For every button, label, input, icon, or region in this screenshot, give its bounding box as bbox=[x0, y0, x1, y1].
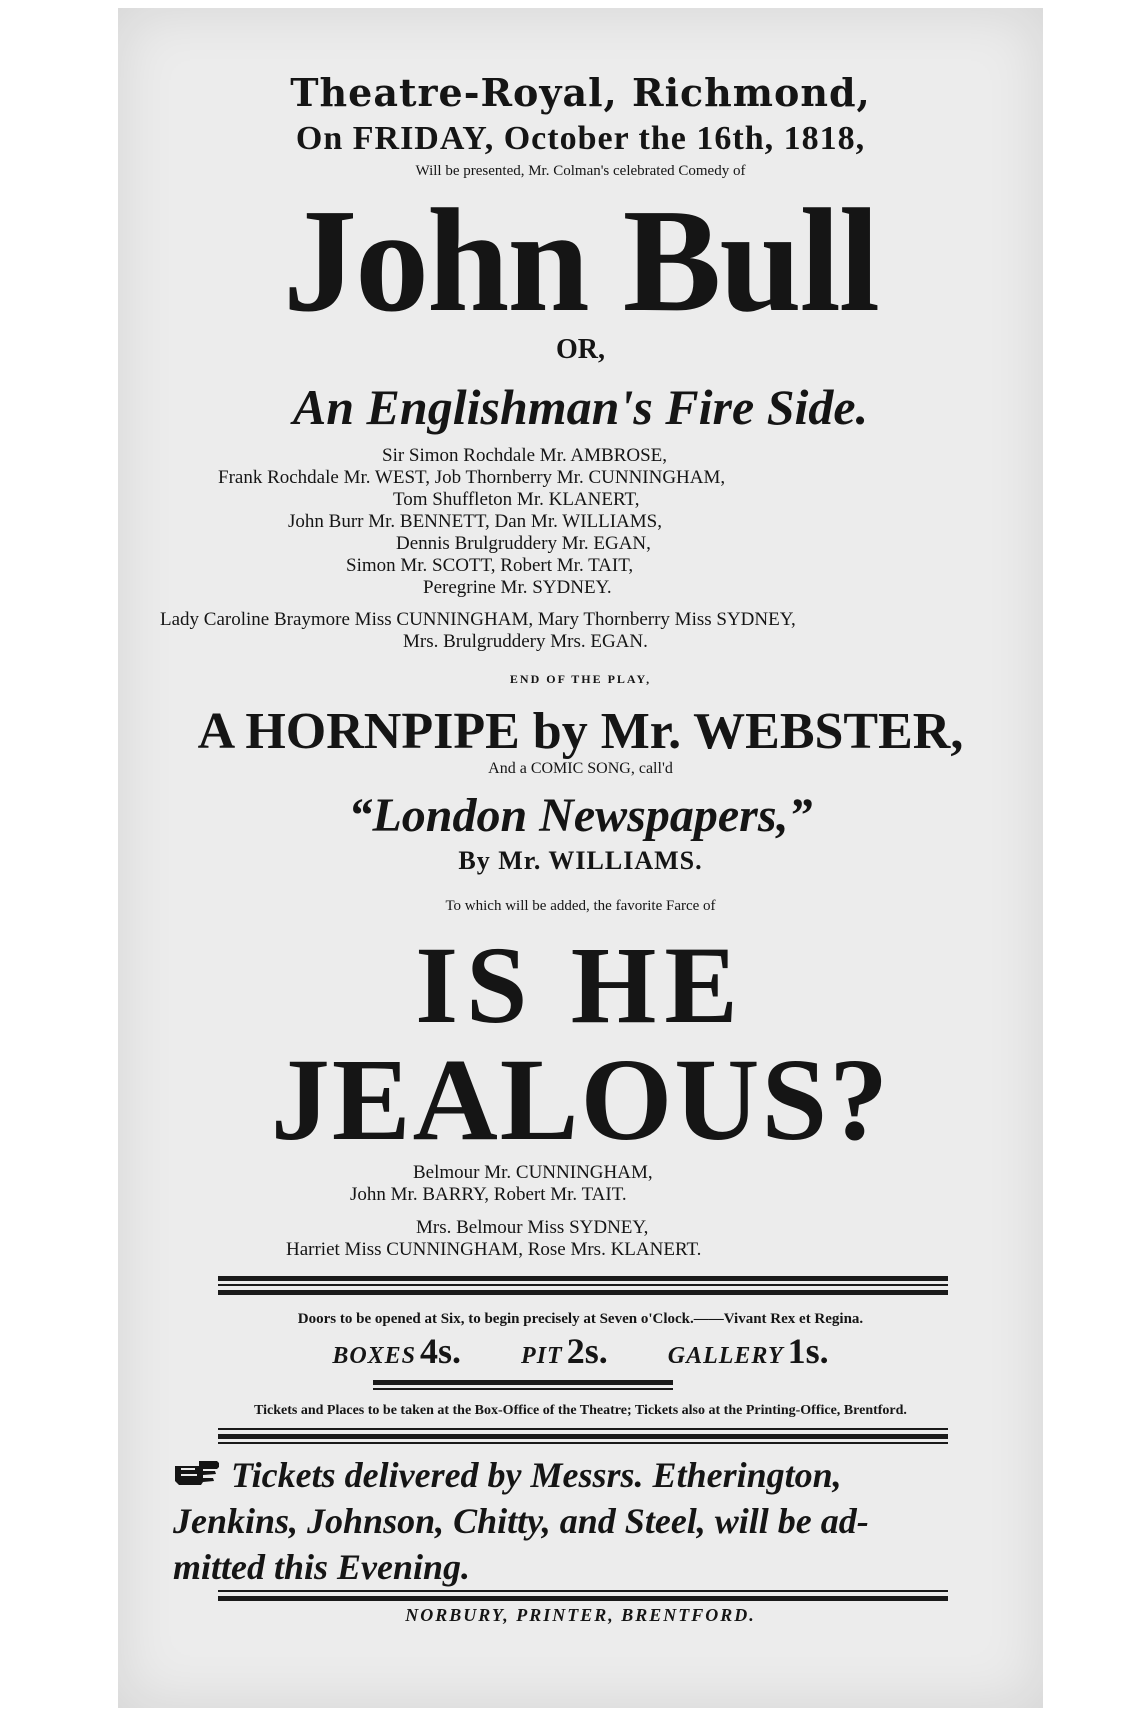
door-times: Doors to be opened at Six, to begin precisely at Seven o'Clock.——Vivant Rex et Regina. bbox=[297, 1311, 864, 1327]
song-performer: By Mr. WILLIAMS. bbox=[458, 846, 703, 875]
cast-line: Dennis Brulgruddery Mr. EGAN, bbox=[396, 533, 651, 554]
divider-rule bbox=[218, 1590, 948, 1592]
farce-intro: To which will be added, the favorite Farce of bbox=[445, 898, 716, 914]
divider-rule bbox=[218, 1434, 948, 1439]
printer-imprint: NORBURY, PRINTER, BRENTFORD. bbox=[405, 1605, 756, 1625]
comic-song-intro: And a COMIC SONG, call'd bbox=[488, 760, 673, 777]
price-label: PIT bbox=[521, 1343, 563, 1369]
divider-rule bbox=[218, 1276, 948, 1281]
price-boxes bbox=[332, 1330, 461, 1372]
price-value: 1s. bbox=[787, 1331, 829, 1371]
cast-line: Frank Rochdale Mr. WEST, Job Thornberry Mr. CUNNINGHAM, bbox=[218, 467, 726, 488]
cast-line: Sir Simon Rochdale Mr. AMBROSE, bbox=[382, 445, 668, 466]
price-gallery bbox=[668, 1330, 829, 1372]
notice-text: Tickets delivered by Messrs. Etherington, bbox=[231, 1455, 842, 1495]
cast-line: Peregrine Mr. SYDNEY. bbox=[423, 577, 612, 598]
song-title: “London Newspapers,” bbox=[348, 789, 813, 842]
price-label: GALLERY bbox=[667, 1343, 784, 1369]
cast-line: Mrs. Brulgruddery Mrs. EGAN. bbox=[403, 631, 648, 652]
divider-rule bbox=[218, 1290, 948, 1295]
playbill-sheet bbox=[118, 8, 1043, 1708]
cast-line: Tom Shuffleton Mr. KLANERT, bbox=[393, 489, 640, 510]
price-pit bbox=[521, 1330, 608, 1372]
theatre-name: Theatre-Royal, Richmond, bbox=[290, 70, 871, 115]
cast-line: John Burr Mr. BENNETT, Dan Mr. WILLIAMS, bbox=[288, 511, 662, 532]
farce-title-line-2: JEALOUS? bbox=[270, 1034, 891, 1165]
end-of-play: END OF THE PLAY, bbox=[509, 672, 652, 686]
hornpipe-title: A HORNPIPE by Mr. WEBSTER, bbox=[197, 703, 964, 760]
farce-cast-line: Harriet Miss CUNNINGHAM, Rose Mrs. KLANERT. bbox=[286, 1239, 702, 1260]
price-value: 2s. bbox=[566, 1331, 608, 1371]
ticket-notice-line-3: mitted this Evening. bbox=[173, 1547, 471, 1587]
farce-title-line-1: IS HE bbox=[415, 924, 746, 1046]
performance-date: On FRIDAY, October the 16th, 1818, bbox=[295, 120, 866, 157]
divider-rule bbox=[373, 1380, 673, 1385]
cast-line: Lady Caroline Braymore Miss CUNNINGHAM, Mary Thornberry Miss SYDNEY, bbox=[160, 609, 796, 630]
divider-rule bbox=[218, 1284, 948, 1286]
divider-rule bbox=[218, 1442, 948, 1444]
or-connector: OR, bbox=[556, 334, 605, 365]
divider-rule bbox=[373, 1388, 673, 1390]
pointing-hand-icon bbox=[173, 1452, 221, 1498]
divider-rule bbox=[218, 1428, 948, 1430]
divider-rule bbox=[218, 1596, 948, 1601]
price-label: BOXES bbox=[332, 1343, 417, 1369]
price-list bbox=[118, 1330, 1043, 1372]
farce-cast-line: John Mr. BARRY, Robert Mr. TAIT. bbox=[350, 1184, 627, 1205]
play-subtitle: An Englishman's Fire Side. bbox=[292, 379, 869, 435]
ticket-places: Tickets and Places to be taken at the Box-Office of the Theatre; Tickets also at the Printing-Office, Brentford. bbox=[254, 1403, 907, 1418]
main-play-title: John Bull bbox=[283, 179, 878, 343]
cast-line: Simon Mr. SCOTT, Robert Mr. TAIT, bbox=[346, 555, 634, 576]
price-value: 4s. bbox=[420, 1331, 462, 1371]
playbill-content bbox=[118, 8, 1043, 1708]
presentation-line: Will be presented, Mr. Colman's celebrated Comedy of bbox=[415, 163, 746, 179]
ticket-notice-line-2: Jenkins, Johnson, Chitty, and Steel, will be ad- bbox=[173, 1501, 869, 1541]
farce-cast-line: Mrs. Belmour Miss SYDNEY, bbox=[416, 1217, 649, 1238]
farce-cast-line: Belmour Mr. CUNNINGHAM, bbox=[413, 1162, 653, 1183]
ticket-notice-line-1 bbox=[173, 1452, 1003, 1498]
